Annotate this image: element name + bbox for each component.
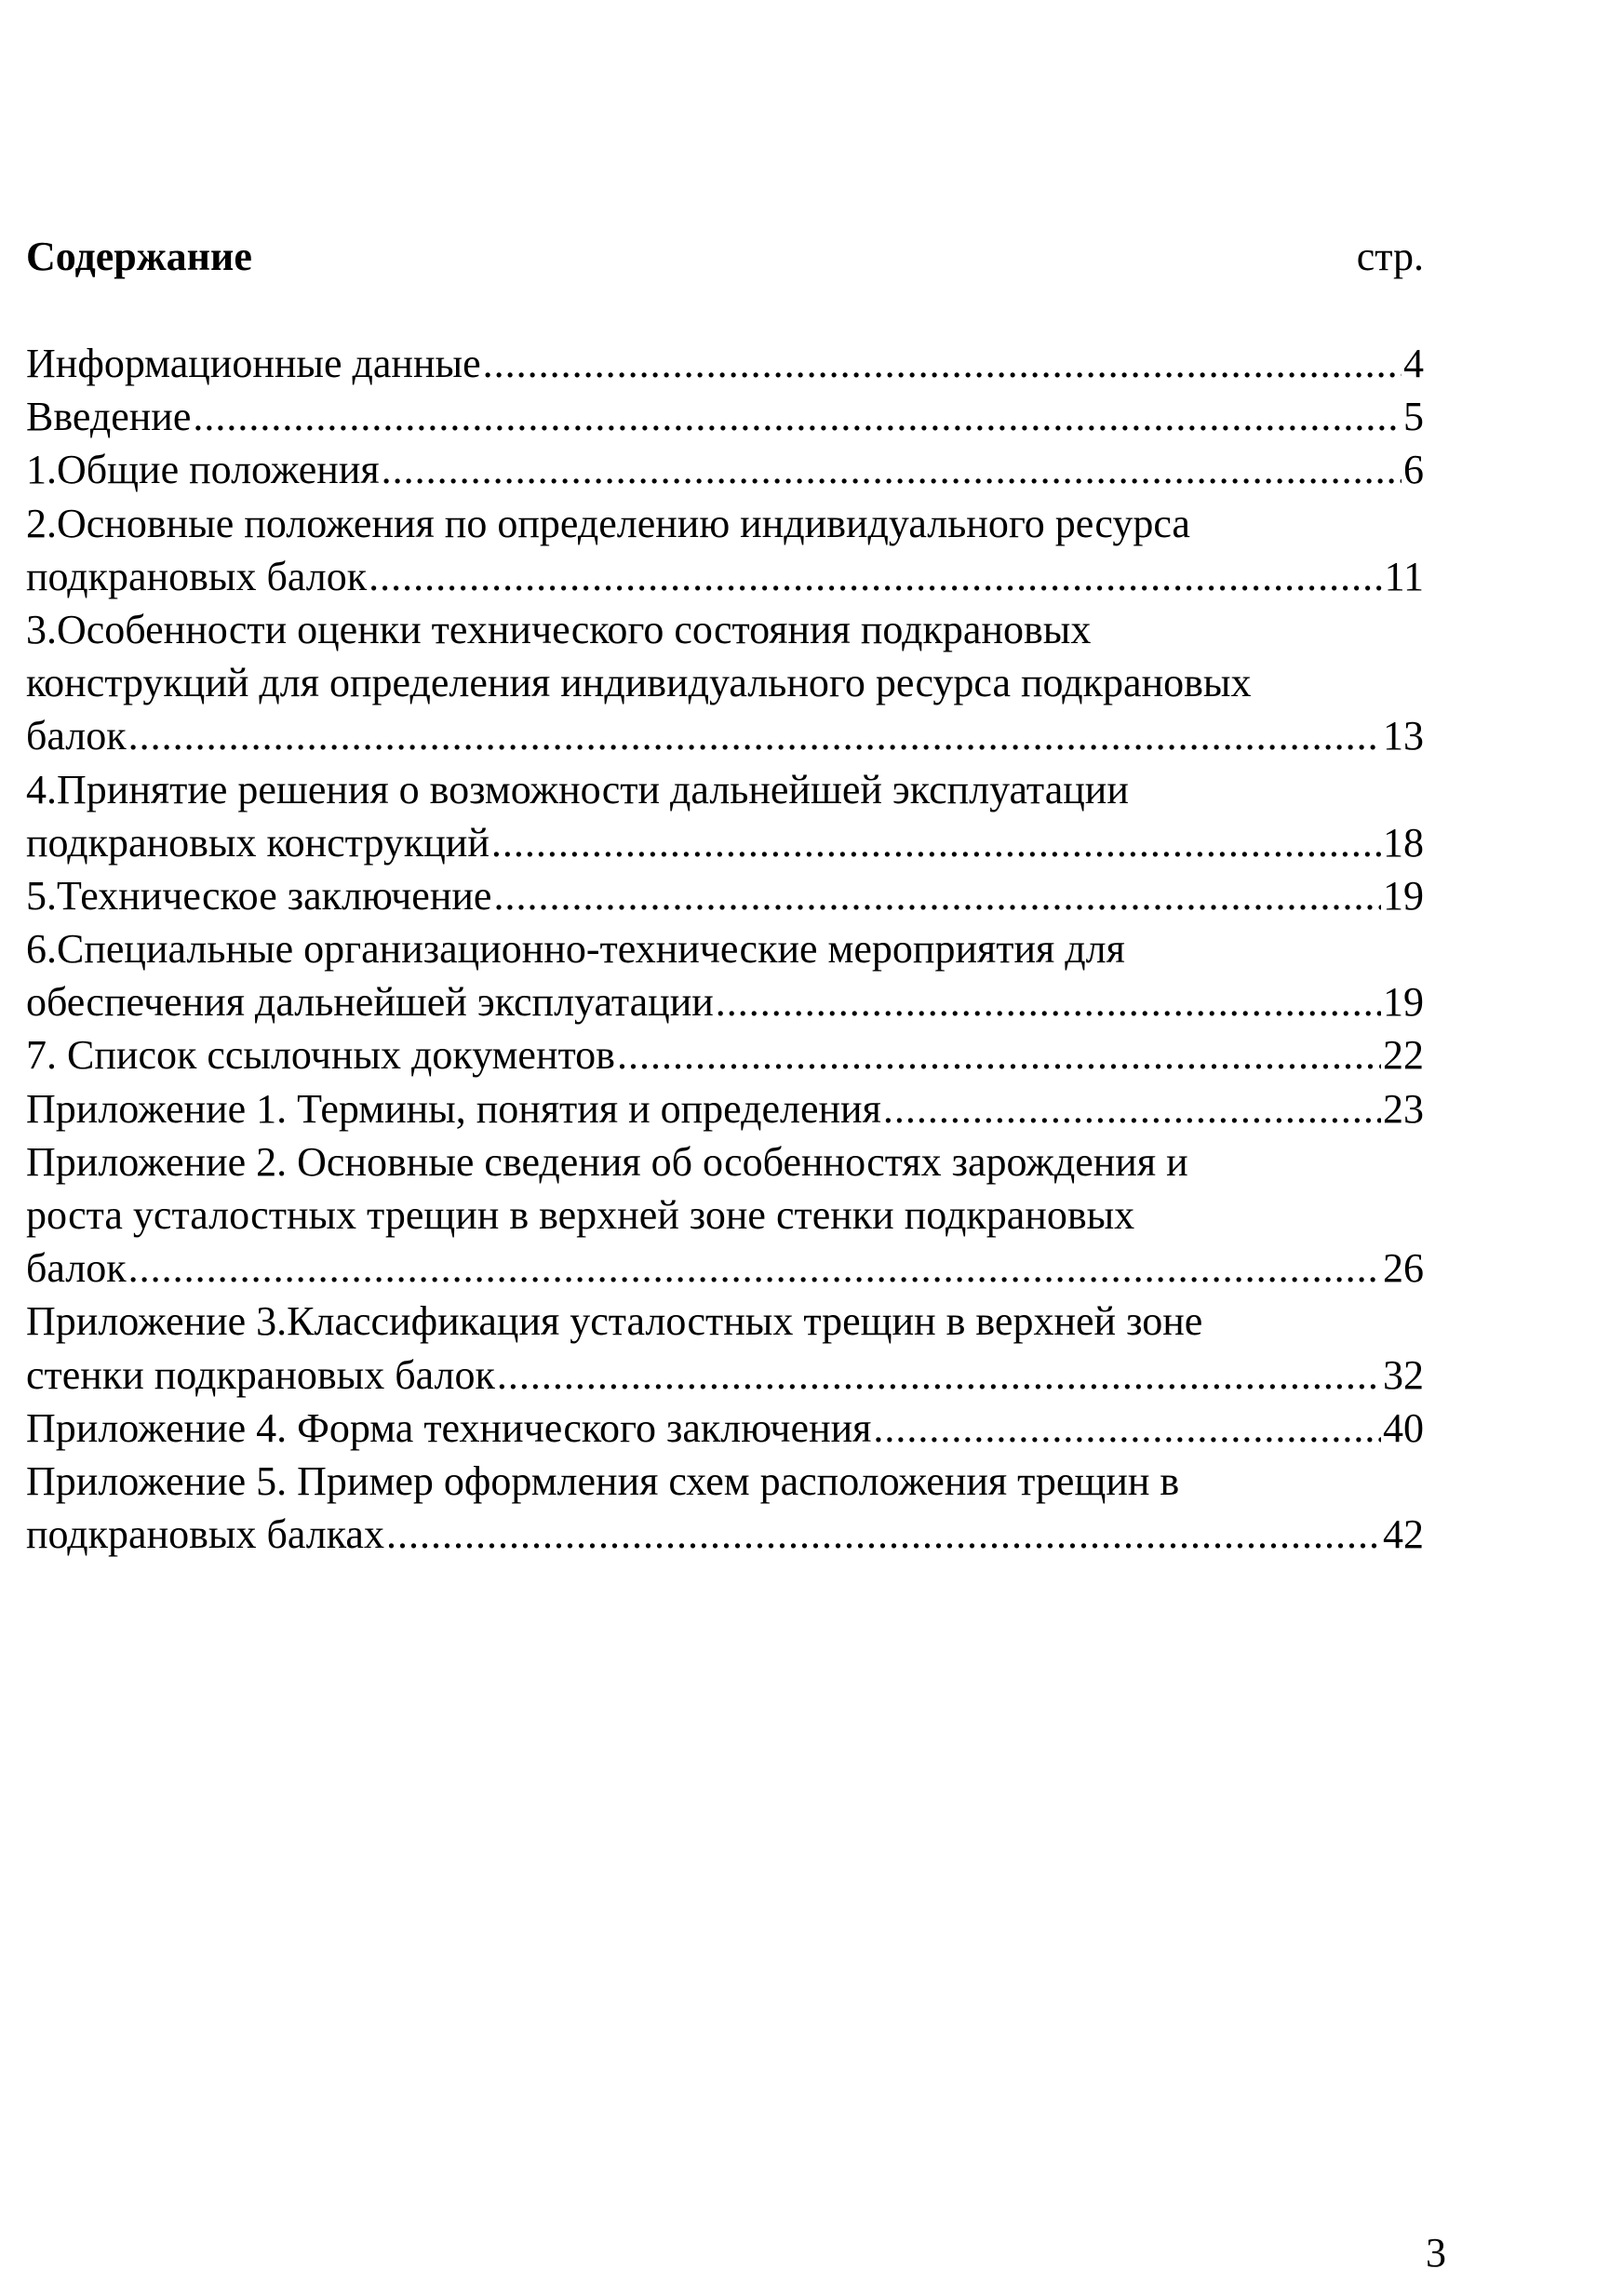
toc-entry-title-line: Приложение 5. Пример оформления схем расположения трещин в (26, 1457, 1180, 1504)
toc-entry-title: подкрановых конструкций (26, 819, 490, 866)
toc-entry-title: Приложение 1. Термины, понятия и определения (26, 1085, 881, 1132)
toc-entry[interactable] (26, 869, 1424, 922)
toc-entry-page: 19 (1383, 979, 1424, 1026)
toc-entry-title: Введение (26, 394, 192, 440)
toc-entry[interactable] (26, 1082, 1424, 1135)
toc-entry-title-line: Приложение 3.Классификация усталостных трещин в верхней зоне (26, 1298, 1203, 1345)
toc-entry[interactable] (26, 922, 1424, 1028)
toc-entry-title: Приложение 4. Форма технического заключения (26, 1404, 872, 1451)
toc-entry[interactable] (26, 603, 1424, 763)
toc-entry-title: балок (26, 713, 127, 759)
dot-leader (883, 1082, 1381, 1135)
toc-entry-title: Информационные данные (26, 341, 481, 386)
toc-entry[interactable] (26, 497, 1424, 603)
toc-entry-title-line: 3.Особенности оценки технического состояния подкрановых (26, 606, 1092, 652)
page-column-label: стр. (1356, 234, 1424, 279)
toc-entry-title: обеспечения дальнейшей эксплуатации (26, 979, 714, 1026)
toc-entry-title: подкрановых балках (26, 1511, 384, 1558)
toc-entry[interactable] (26, 1028, 1424, 1081)
toc-entry-page: 18 (1383, 819, 1424, 866)
dot-leader (497, 1349, 1381, 1402)
dot-leader (128, 709, 1381, 762)
toc-entry[interactable] (26, 1135, 1424, 1296)
toc-entry[interactable] (26, 763, 1424, 869)
toc-entry[interactable] (26, 390, 1424, 443)
toc-entry-title-line: роста усталостных трещин в верхней зоне стенки подкрановых (26, 1192, 1135, 1238)
toc-entry-page: 23 (1383, 1085, 1424, 1132)
toc-entry-page: 26 (1383, 1245, 1424, 1292)
dot-leader (369, 550, 1383, 603)
toc-entry-page: 13 (1383, 713, 1424, 759)
toc-entry-title-line: 4.Принятие решения о возможности дальнейшей эксплуатации (26, 766, 1129, 812)
toc-entry[interactable] (26, 337, 1424, 390)
toc-entry-title: балок (26, 1245, 127, 1292)
dot-leader (873, 1402, 1381, 1455)
toc-entry-title: 7. Список ссылочных документов (26, 1032, 615, 1079)
toc-entry-title: 1.Общие положения (26, 447, 380, 493)
toc-entry-title: подкрановых балок (26, 553, 368, 599)
toc-entry[interactable] (26, 443, 1424, 496)
toc-entry-page: 19 (1383, 872, 1424, 919)
toc-entry-title-line: 2.Основные положения по определению индивидуального ресурса (26, 500, 1190, 546)
toc-entry-title: стенки подкрановых балок (26, 1351, 495, 1398)
dot-leader (493, 869, 1381, 922)
toc-entry-page: 32 (1383, 1351, 1424, 1398)
dot-leader (382, 443, 1402, 496)
toc-entry-page: 5 (1403, 394, 1424, 440)
toc-entry-page: 11 (1384, 553, 1424, 599)
toc-entry-title-line: Приложение 2. Основные сведения об особенностях зарождения и (26, 1138, 1188, 1185)
toc-entry-page: 40 (1383, 1404, 1424, 1451)
page-number: 3 (1426, 2230, 1446, 2276)
toc-entry-page: 42 (1383, 1511, 1424, 1558)
toc-entry-title-line: конструкций для определения индивидуального ресурса подкрановых (26, 660, 1252, 706)
toc-entry[interactable] (26, 1455, 1424, 1561)
toc-entry-title-line: 6.Специальные организационно-технические мероприятия для (26, 926, 1125, 973)
toc-header (26, 233, 1424, 298)
dot-leader (128, 1242, 1381, 1295)
toc-entry-title: 5.Техническое заключение (26, 872, 492, 919)
dot-leader (716, 975, 1381, 1028)
dot-leader (386, 1508, 1381, 1561)
toc-entry-page: 4 (1403, 341, 1424, 386)
toc-entry[interactable] (26, 1295, 1424, 1401)
table-of-contents (26, 337, 1424, 1561)
toc-entry[interactable] (26, 1402, 1424, 1455)
toc-title: Содержание (26, 234, 252, 279)
dot-leader (617, 1028, 1381, 1081)
dot-leader (491, 816, 1381, 869)
toc-entry-page: 22 (1383, 1032, 1424, 1079)
toc-entry-page: 6 (1403, 447, 1424, 493)
dot-leader (193, 390, 1402, 443)
dot-leader (483, 337, 1402, 390)
